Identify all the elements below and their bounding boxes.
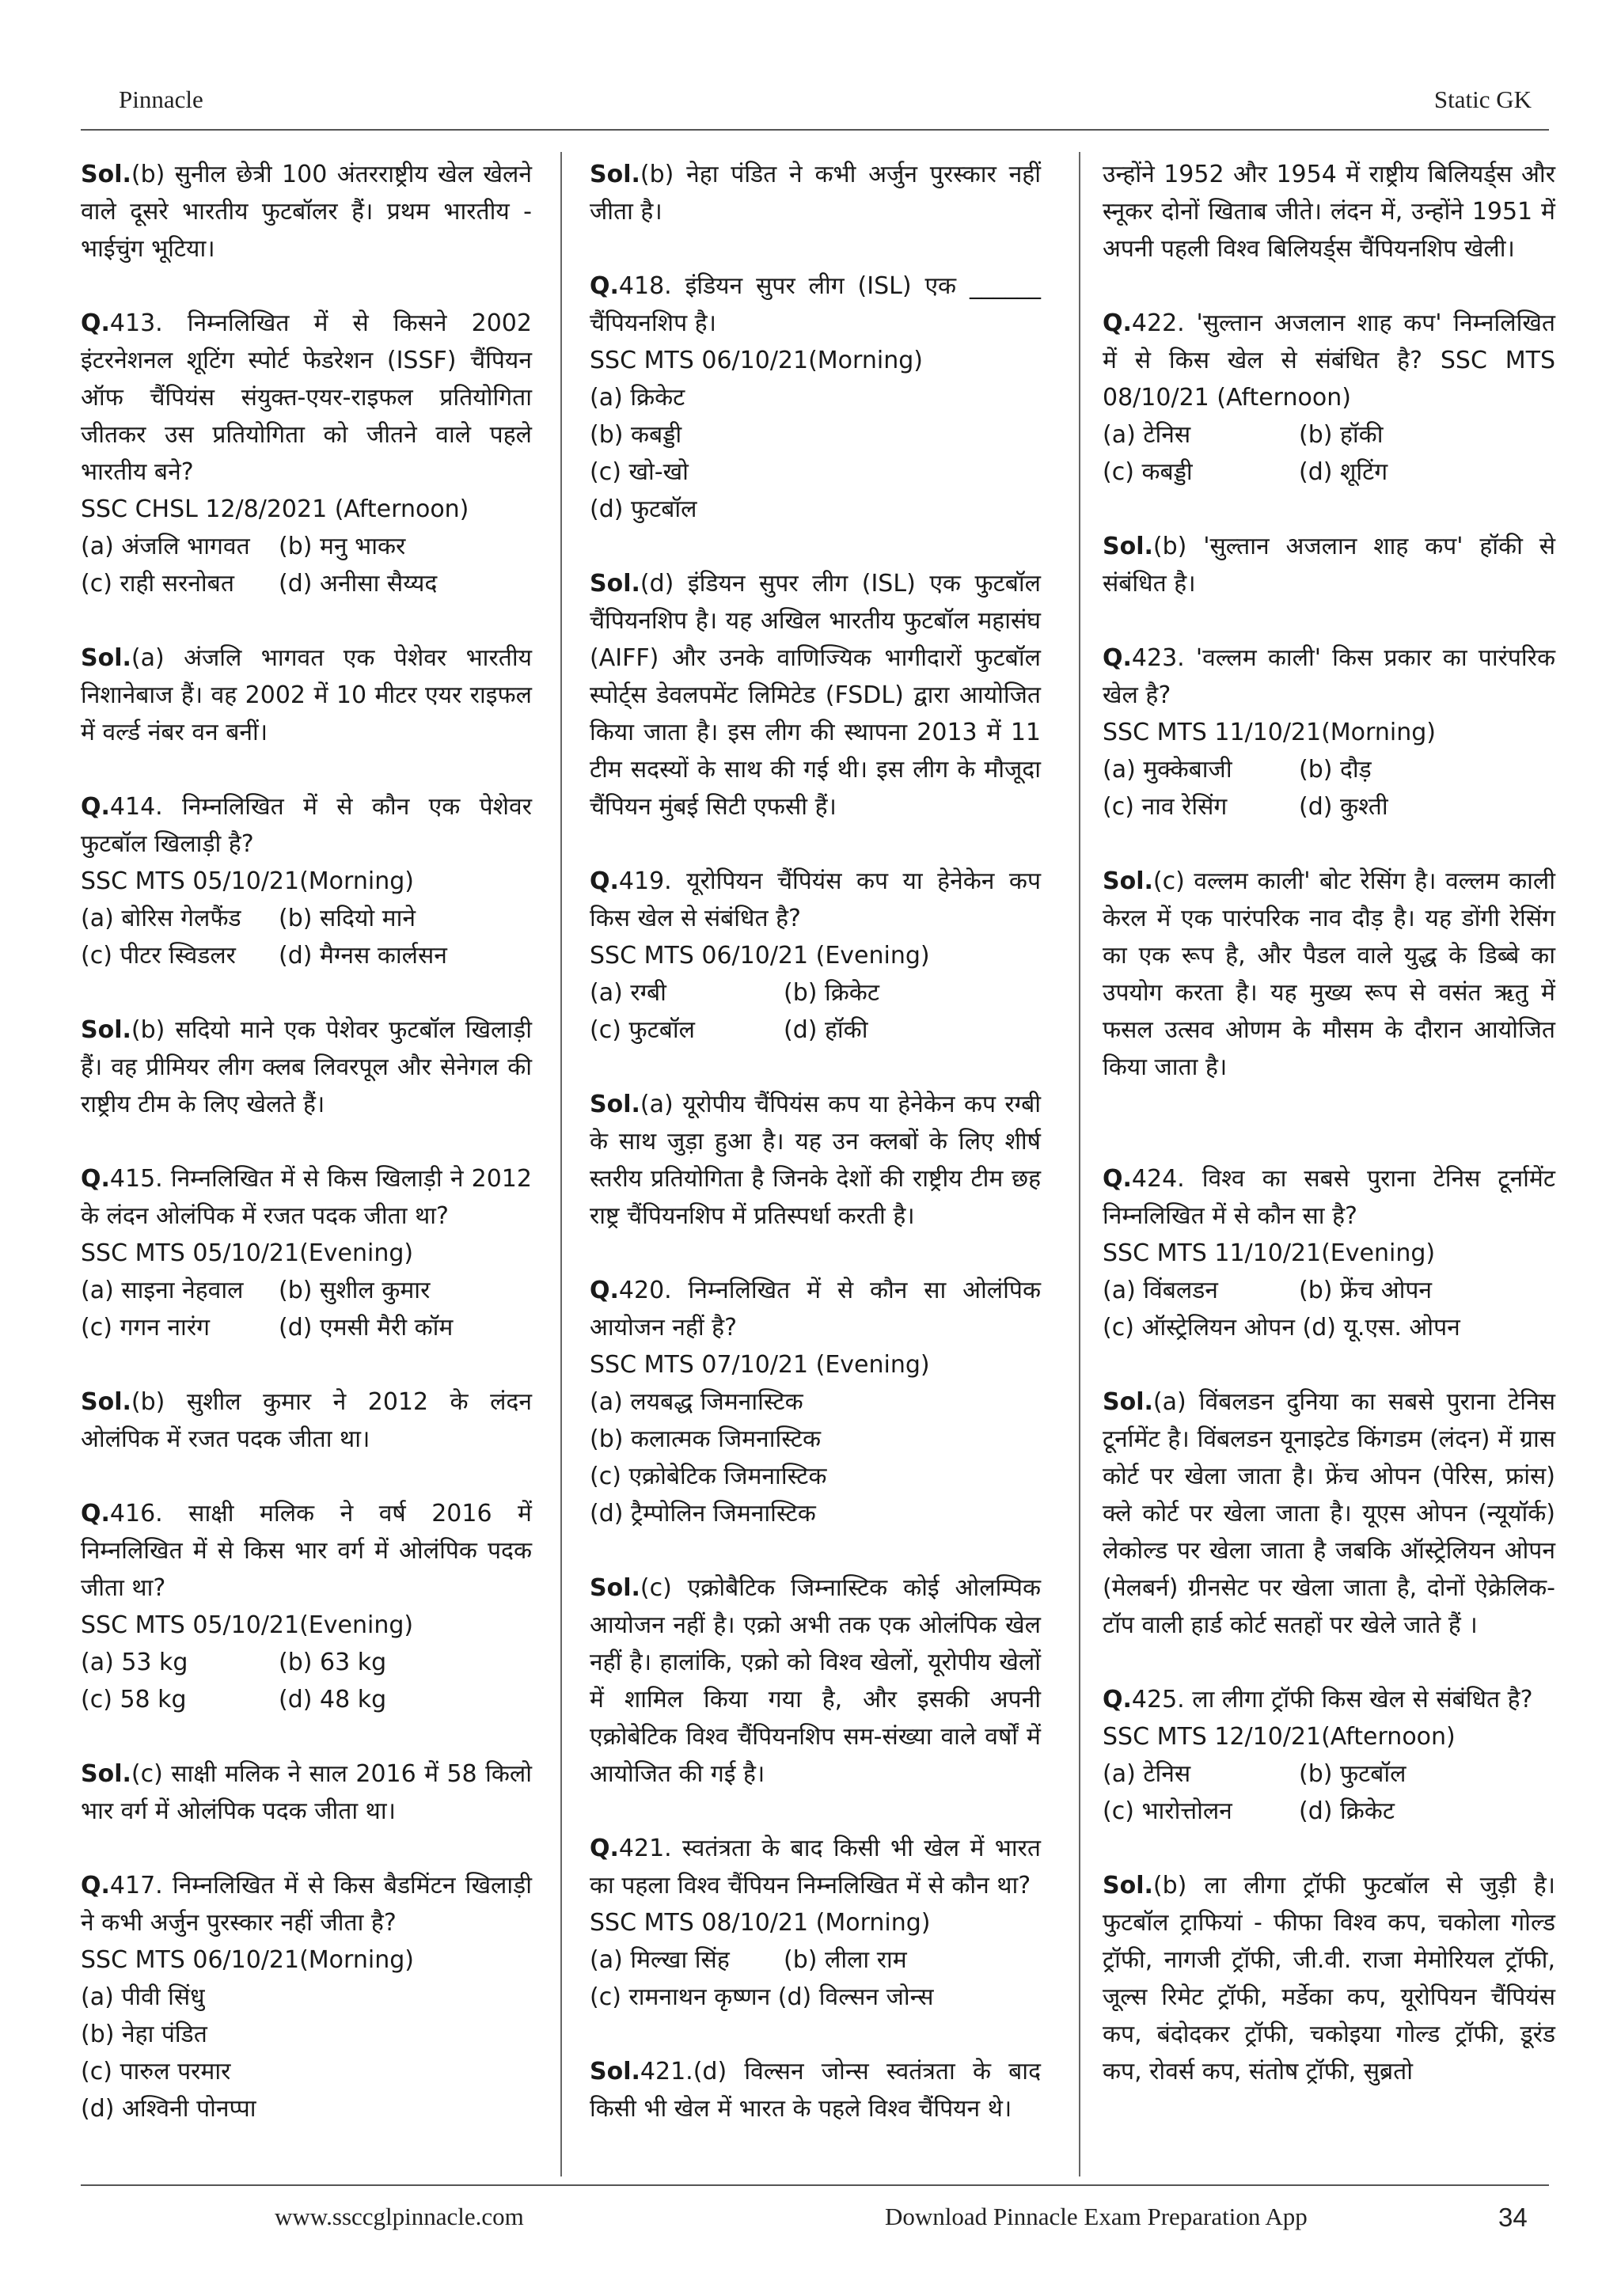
option-a: (a) पीवी सिंधु: [81, 1983, 205, 2011]
question-423: Q.423. 'वल्लम काली' किस प्रकार का पारंपरिक खेल है? SSC MTS 11/10/21(Morning) (a) मुक्केबाजी (b) दौड़ (c) नाव रेसिंग (d) कुश्ती: [1103, 639, 1555, 825]
exam-ref: SSC CHSL 12/8/2021 (Afternoon): [81, 495, 469, 523]
option-a: (a) अंजलि भागवत: [81, 533, 250, 560]
option-d: (d) कुश्ती: [1299, 793, 1388, 821]
option-d: (d) एमसी मैरी कॉम: [279, 1314, 454, 1342]
footer-rule: [81, 2184, 1549, 2186]
option-b: (b) लीला राम: [784, 1946, 907, 1974]
option-c: (c) राही सरनोबत: [81, 570, 234, 598]
option-c: (c) गगन नारंग: [81, 1314, 210, 1342]
header-rule: [81, 129, 1549, 131]
exam-ref: SSC MTS 06/10/21 (Evening): [590, 942, 930, 970]
option-c: (c) एक्रोबेटिक जिमनास्टिक: [590, 1463, 827, 1490]
exam-ref: SSC MTS 05/10/21(Evening): [81, 1611, 414, 1639]
exam-ref: SSC MTS 07/10/21 (Evening): [590, 1351, 930, 1379]
website-link[interactable]: www.ssccglpinnacle.com: [275, 2203, 524, 2230]
question-424: Q.424. विश्व का सबसे पुराना टेनिस टूर्नामेंट निम्नलिखित में से कौन सा है? SSC MTS 11/10/21(Evening) (a) विंबलडन (b) फ्रेंच ओपन (c) ऑस्ट्रेलियन ओपन (d) यू.एस. ओपन: [1103, 1160, 1555, 1346]
exam-ref: SSC MTS 08/10/21 (Morning): [590, 1909, 931, 1937]
question-421: Q.421. स्वतंत्रता के बाद किसी भी खेल में भारत का पहला विश्व चैंपियन निम्नलिखित में से कौन था? SSC MTS 08/10/21 (Morning) (a) मिल्खा सिंह (b) लीला राम (c) रामनाथन कृष्णन (d) विल्सन जोन्स: [590, 1830, 1041, 2016]
question-418: Q.418. इंडियन सुपर लीग (ISL) एक ______ चैंपियनशिप है। SSC MTS 06/10/21(Morning) (a) क्रिकेट (b) कबड्डी (c) खो-खो (d) फुटबॉल: [590, 268, 1041, 528]
option-b: (b) क्रिकेट: [784, 979, 879, 1007]
option-d: (d) 48 kg: [279, 1686, 387, 1713]
solution-419: Sol.(a) यूरोपीय चैंपियंस कप या हेनेकेन कप रग्बी के साथ जुड़ा हुआ है। यह उन क्लबों के लिए शीर्ष स्तरीय प्रतियोगिता है जिनके देशों की राष्ट्रीय टीम छह राष्ट्र चैंपियनशिप में प्रतिस्पर्धा करती है।: [590, 1091, 1041, 1230]
option-c: (c) रामनाथन कृष्णन: [590, 1983, 771, 2011]
option-a: (a) लयबद्ध जिमनास्टिक: [590, 1388, 803, 1416]
option-b: (b) कबड्डी: [590, 421, 682, 449]
app-download-text: Download Pinnacle Exam Preparation App: [885, 2203, 1308, 2230]
solution-414: Sol.(b) सदियो माने एक पेशेवर फुटबॉल खिलाड़ी हैं। वह प्रीमियर लीग क्लब लिवरपूल और सेनेगल की राष्ट्रीय टीम के लिए खेलते हैं।: [81, 1016, 532, 1118]
exam-ref: SSC MTS 11/10/21(Evening): [1103, 1239, 1436, 1267]
solution-415: Sol.(b) सुशील कुमार ने 2012 के लंदन ओलंपिक में रजत पदक जीता था।: [81, 1388, 532, 1453]
option-b: (b) 63 kg: [279, 1649, 387, 1676]
column-1: [81, 156, 532, 2127]
option-a: (a) मुक्केबाजी: [1103, 756, 1232, 784]
solution-417: Sol.(b) नेहा पंडित ने कभी अर्जुन पुरस्कार नहीं जीता है।: [590, 161, 1041, 226]
question-415: Q.415. निम्नलिखित में से किस खिलाड़ी ने 2012 के लंदन ओलंपिक में रजत पदक जीता था? SSC MTS 05/10/21(Evening) (a) साइना नेहवाल (b) सुशील कुमार (c) गगन नारंग (d) एमसी मैरी कॉम: [81, 1160, 532, 1346]
exam-ref: SSC MTS 12/10/21(Afternoon): [1103, 1723, 1456, 1751]
question-417: Q.417. निम्नलिखित में से किस बैडमिंटन खिलाड़ी ने कभी अर्जुन पुरस्कार नहीं जीता है? SSC MTS 06/10/21(Morning) (a) पीवी सिंधु (b) नेहा पंडित (c) पारुल परमार (d) अश्विनी पोनप्पा: [81, 1867, 532, 2127]
option-b: (b) नेहा पंडित: [81, 2021, 207, 2048]
option-a: (a) क्रिकेट: [590, 384, 685, 412]
option-a: (a) साइना नेहवाल: [81, 1277, 244, 1304]
option-c: (c) भारोत्तोलन: [1103, 1797, 1232, 1825]
column-3: [1103, 156, 1555, 2090]
column-2: [590, 156, 1041, 2127]
option-c: (c) 58 kg: [81, 1686, 187, 1713]
question-425: Q.425. ला लीगा ट्रॉफी किस खेल से संबंधित है? SSC MTS 12/10/21(Afternoon) (a) टेनिस (b) फुटबॉल (c) भारोत्तोलन (d) क्रिकेट: [1103, 1681, 1555, 1830]
solution-421: Sol.421.(d) विल्सन जोन्स स्वतंत्रता के बाद किसी भी खेल में भारत के पहले विश्व चैंपियन थे।: [590, 2058, 1041, 2123]
option-d: (d) अश्विनी पोनप्पा: [81, 2095, 256, 2123]
header-subject: Static GK: [1433, 85, 1532, 113]
option-d: (d) ट्रैम्पोलिन जिमनास्टिक: [590, 1500, 816, 1528]
question-414: Q.414. निम्नलिखित में से कौन एक पेशेवर फुटबॉल खिलाड़ी है? SSC MTS 05/10/21(Morning) (a) बोरिस गेलफैंड (b) सदियो माने (c) पीटर स्विडलर (d) मैग्नस कार्लसन: [81, 788, 532, 974]
solution-412: Sol.(b) सुनील छेत्री 100 अंतरराष्ट्रीय खेल खेलने वाले दूसरे भारतीय फुटबॉलर हैं। प्रथम भारतीय - भाईचुंग भूटिया।: [81, 161, 532, 263]
option-d: (d) शूटिंग: [1299, 458, 1388, 486]
option-a: (a) टेनिस: [1103, 421, 1191, 449]
solution-425: Sol.(b) ला लीगा ट्रॉफी फुटबॉल से जुड़ी है। फुटबॉल ट्राफियां - फीफा विश्व कप, चकोला गोल्ड ट्रॉफी, नागजी ट्रॉफी, जी.वी. राजा मेमोरियल ट्रॉफी, जूल्स रिमेट ट्रॉफी, मर्डेका कप, यूरोपियन चैंपियंस कप, बंदोदकर ट्रॉफी, चकोइया गोल्ड ट्रॉफी, डूरंड कप, रोवर्स कप, संतोष ट्रॉफी, सुब्रतो: [1103, 1872, 1555, 2085]
option-b: (b) फुटबॉल: [1299, 1760, 1407, 1788]
option-a: (a) 53 kg: [81, 1649, 188, 1676]
option-c: (c) कबड्डी: [1103, 458, 1193, 486]
page-number: 34: [1498, 2203, 1528, 2232]
option-a: (a) बोरिस गेलफैंड: [81, 905, 241, 932]
exam-ref: SSC MTS 11/10/21(Morning): [1103, 719, 1436, 746]
question-416: Q.416. साक्षी मलिक ने वर्ष 2016 में निम्नलिखित में से किस भार वर्ग में ओलंपिक पदक जीता था? SSC MTS 05/10/21(Evening) (a) 53 kg (b) 63 kg (c) 58 kg (d) 48 kg: [81, 1495, 532, 1718]
solution-420: Sol.(c) एक्रोबैटिक जिम्नास्टिक कोई ओलम्पिक आयोजन नहीं है। एक्रो अभी तक एक ओलंपिक खेल नहीं है। हालांकि, एक्रो को विश्व खेलों, यूरोपीय खेलों में शामिल किया गया है, और इसकी अपनी एक्रोबेटिक विश्व चैंपियनशिप सम-संख्या वाले वर्षों में आयोजित की गई है।: [590, 1574, 1041, 1788]
option-b: (b) कलात्मक जिमनास्टिक: [590, 1425, 822, 1453]
option-b: (b) दौड़: [1299, 756, 1372, 784]
question-419: Q.419. यूरोपियन चैंपियंस कप या हेनेकेन कप किस खेल से संबंधित है? SSC MTS 06/10/21 (Evening) (a) रग्बी (b) क्रिकेट (c) फुटबॉल (d) हॉकी: [590, 863, 1041, 1049]
option-d: (d) हॉकी: [784, 1016, 868, 1044]
solution-422: Sol.(b) 'सुल्तान अजलान शाह कप' हॉकी से संबंधित है।: [1103, 533, 1555, 598]
solution-423: Sol.(c) वल्लम काली' बोट रेसिंग है। वल्लम काली केरल में एक पारंपरिक नाव दौड़ है। यह डोंगी रेसिंग का एक रूप है, और पैडल वाले युद्ध के डिब्बे का उपयोग करता है। यह मुख्य रूप से वसंत ऋतु में फसल उत्सव ओणम के मौसम के दौरान आयोजित किया जाता है।: [1103, 867, 1555, 1081]
option-d: (d) क्रिकेट: [1299, 1797, 1395, 1825]
exam-ref: SSC MTS 05/10/21(Evening): [81, 1239, 414, 1267]
column-divider-2: [1079, 152, 1080, 2176]
option-b: (b) मनु भाकर: [279, 533, 406, 560]
option-a: (a) रग्बी: [590, 979, 666, 1007]
option-d: (d) विल्सन जोन्स: [777, 1983, 934, 2011]
solution-416: Sol.(c) साक्षी मलिक ने साल 2016 में 58 किलो भार वर्ग में ओलंपिक पदक जीता था।: [81, 1760, 532, 1825]
solution-421-continued: उन्होंने 1952 और 1954 में राष्ट्रीय बिलियर्ड्स और स्नूकर दोनों खिताब जीते। लंदन में, उन्होंने 1951 में अपनी पहली विश्व बिलियर्ड्स चैंपियनशिप खेली।: [1103, 161, 1555, 263]
option-a: (a) विंबलडन: [1103, 1277, 1218, 1304]
option-b: (b) सुशील कुमार: [279, 1277, 431, 1304]
solution-424: Sol.(a) विंबलडन दुनिया का सबसे पुराना टेनिस टूर्नामेंट है। विंबलडन यूनाइटेड किंगडम (लंदन) में ग्रास कोर्ट पर खेला जाता है। फ्रेंच ओपन (पेरिस, फ्रांस) क्ले कोर्ट पर खेला जाता है। यूएस ओपन (न्यूयॉर्क) लेकोल्ड पर खेला जाता है जबकि ऑस्ट्रेलियन ओपन (मेलबर्न) ग्रीनसेट पर खेला जाता है, दोनों ऐक्रेलिक-टॉप वाली हार्ड कोर्ट सतहों पर खेले जाते हैं ।: [1103, 1388, 1555, 1639]
question-413: Q.413. निम्नलिखित में से किसने 2002 इंटरनेशनल शूटिंग स्पोर्ट फेडरेशन (ISSF) चैंपियन ऑफ चैंपियंस संयुक्त-एयर-राइफल प्रतियोगिता जीतकर उस प्रतियोगिता को जीतने वाले पहले भारतीय बने? SSC CHSL 12/8/2021 (Afternoon) (a) अंजलि भागवत (b) मनु भाकर (c) राही सरनोबत (d) अनीसा सैय्यद: [81, 305, 532, 602]
option-a: (a) टेनिस: [1103, 1760, 1191, 1788]
option-d: (d) अनीसा सैय्यद: [279, 570, 438, 598]
option-b: (b) सदियो माने: [279, 905, 416, 932]
header-brand: Pinnacle: [119, 85, 203, 113]
column-divider-1: [560, 152, 562, 2176]
solution-413: Sol.(a) अंजलि भागवत एक पेशेवर भारतीय निशानेबाज हैं। वह 2002 में 10 मीटर एयर राइफल में वर्ल्ड नंबर वन बनीं।: [81, 644, 532, 746]
question-420: Q.420. निम्नलिखित में से कौन सा ओलंपिक आयोजन नहीं है? SSC MTS 07/10/21 (Evening) (a) लयबद्ध जिमनास्टिक (b) कलात्मक जिमनास्टिक (c) एक्रोबेटिक जिमनास्टिक (d) ट्रैम्पोलिन जिमनास्टिक: [590, 1272, 1041, 1532]
question-422: Q.422. 'सुल्तान अजलान शाह कप' निम्नलिखित में से किस खेल से संबंधित है? SSC MTS 08/10/21 (Afternoon) (a) टेनिस (b) हॉकी (c) कबड्डी (d) शूटिंग: [1103, 305, 1555, 491]
option-a: (a) मिल्खा सिंह: [590, 1946, 730, 1974]
exam-ref: SSC MTS 06/10/21(Morning): [81, 1946, 414, 1974]
option-c-d: (c) ऑस्ट्रेलियन ओपन (d) यू.एस. ओपन: [1103, 1314, 1460, 1342]
option-c: (c) नाव रेसिंग: [1103, 793, 1228, 821]
option-c: (c) पारुल परमार: [81, 2058, 231, 2085]
option-b: (b) फ्रेंच ओपन: [1299, 1277, 1433, 1304]
option-c: (c) पीटर स्विडलर: [81, 942, 236, 970]
solution-418: Sol.(d) इंडियन सुपर लीग (ISL) एक फुटबॉल चैंपियनशिप है। यह अखिल भारतीय फुटबॉल महासंघ (AIFF) और उनके वाणिज्यिक भागीदारों फुटबॉल स्पोर्ट्स डेवलपमेंट लिमिटेड (FSDL) द्वारा आयोजित किया जाता है। इस लीग की स्थापना 2013 में 11 टीम सदस्यों के साथ की गई थी। इस लीग के मौजूदा चैंपियन मुंबई सिटी एफसी हैं।: [590, 570, 1041, 821]
option-d: (d) मैग्नस कार्लसन: [279, 942, 447, 970]
option-c: (c) खो-खो: [590, 458, 689, 486]
exam-ref: SSC MTS 06/10/21(Morning): [590, 347, 923, 374]
option-c: (c) फुटबॉल: [590, 1016, 695, 1044]
option-b: (b) हॉकी: [1299, 421, 1384, 449]
exam-ref: SSC MTS 05/10/21(Morning): [81, 867, 414, 895]
option-d: (d) फुटबॉल: [590, 495, 697, 523]
